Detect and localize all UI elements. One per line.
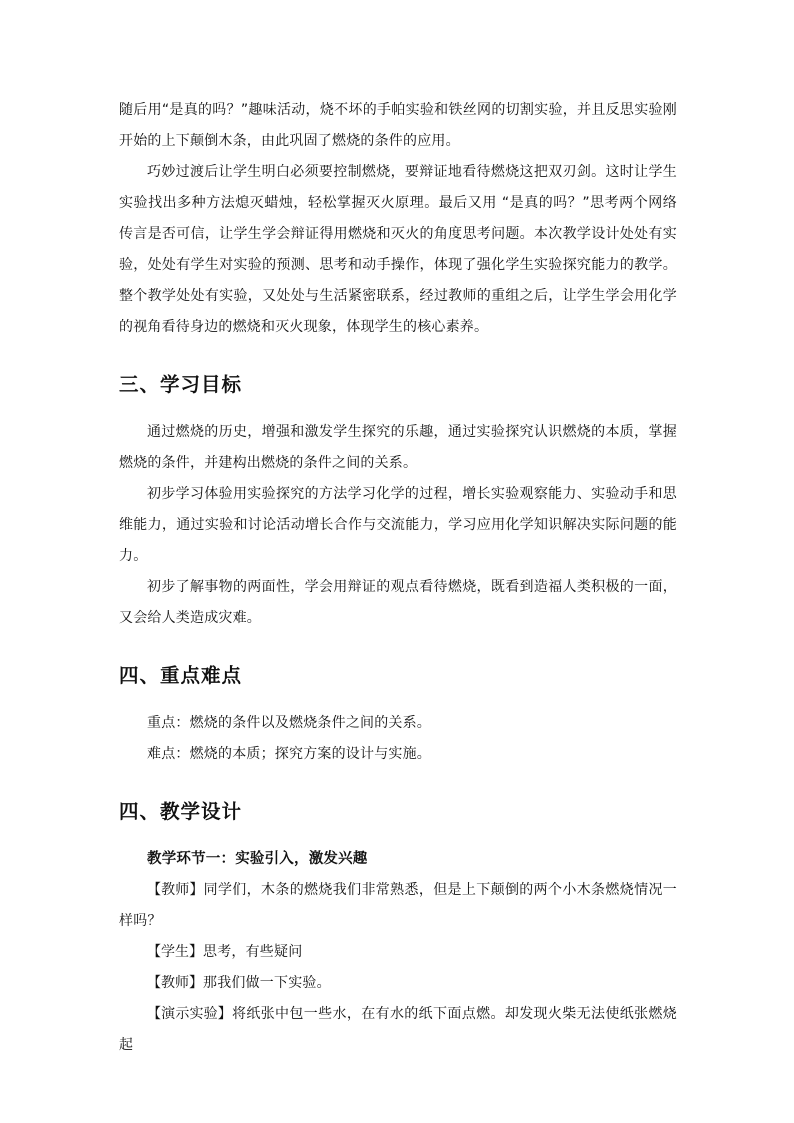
teacher-question-text: 同学们，木条的燃烧我们非常熟悉，但是上下颠倒的两个小木条燃烧情况一样吗？ bbox=[119, 882, 677, 929]
objectives-paragraph-1: 通过燃烧的历史，增强和激发学生探究的乐趣，通过实验探究认识燃烧的本质，掌握燃烧的条件，并建构出燃烧的条件之间的关系。 bbox=[119, 424, 677, 471]
student-answer bbox=[119, 937, 677, 968]
demo-experiment-text: 将纸张中包一些水，在有水的纸下面点燃。却发现火柴无法使纸张燃烧起 bbox=[119, 1006, 677, 1053]
key-points-heading: 四、重点难点 bbox=[119, 664, 243, 687]
teacher-instruction bbox=[119, 968, 677, 999]
teacher-tag-2: 【教师】 bbox=[147, 975, 203, 991]
intro-paragraph-2: 巧妙过渡后让学生明白必须要控制燃烧，要辩证地看待燃烧这把双刃剑。这时让学生实验找出多种方法熄灭蜡烛，轻松掌握灭火原理。最后又用 “是真的吗？”思考两个网络传言是否可信，让学生学会辩证得用燃烧和灭火的角度思考问题。本次教学设计处处有实验，处处有学生对实验的预测、思考和动手操作，体现了强化学生实验探究能力的教学。整个教学处处有实验，又处处与生活紧密联系，经过教师的重组之后，让学生学会用化学的视角看待身边的燃烧和灭火现象，体现学生的核心素养。 bbox=[119, 164, 677, 335]
student-tag: 【学生】 bbox=[147, 944, 203, 960]
teacher-tag: 【教师】 bbox=[147, 882, 204, 898]
objectives-paragraph-3: 初步了解事物的两面性，学会用辩证的观点看待燃烧，既看到造福人类积极的一面，又会给人类造成灾难。 bbox=[119, 579, 677, 626]
objectives-paragraph-2: 初步学习体验用实验探究的方法学习化学的过程，增长实验观察能力、实验动手和思维能力，通过实验和讨论活动增长合作与交流能力，学习应用化学知识解决实际问题的能力。 bbox=[119, 486, 677, 564]
objectives-heading: 三、学习目标 bbox=[119, 373, 243, 396]
demo-experiment bbox=[119, 999, 677, 1061]
teaching-design-heading: 四、教学设计 bbox=[119, 800, 243, 823]
intro-paragraph-1: 随后用“是真的吗？”趣味活动，烧不坏的手帕实验和铁丝网的切割实验，并且反思实验刚开始的上下颠倒木条，由此巩固了燃烧的条件的应用。 bbox=[119, 102, 677, 149]
document-body bbox=[119, 95, 677, 1061]
key-point-text: 重点：燃烧的条件以及燃烧条件之间的关系。 bbox=[147, 715, 431, 731]
demo-tag: 【演示实验】 bbox=[147, 1006, 232, 1022]
teacher-instruction-text: 那我们做一下实验。 bbox=[203, 975, 331, 991]
teacher-question bbox=[119, 875, 677, 937]
difficult-point-text: 难点：燃烧的本质；探究方案的设计与实施。 bbox=[147, 746, 431, 762]
teaching-step-1-heading: 教学环节一：实验引入，激发兴趣 bbox=[147, 851, 368, 867]
student-answer-text: 思考，有些疑问 bbox=[203, 944, 303, 960]
